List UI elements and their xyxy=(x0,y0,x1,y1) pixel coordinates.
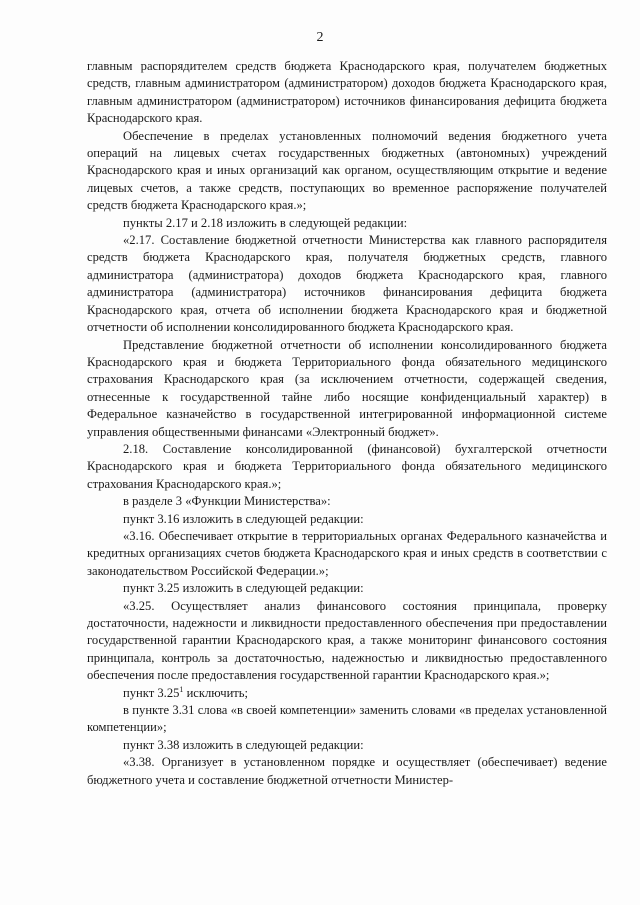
paragraph: «3.38. Организует в установленном порядке и осуществляет (обеспечивает) ведение бюджетного учета и составление бюджетной отчетности Министер- xyxy=(87,755,607,787)
paragraph: в разделе 3 «Функции Министерства»: xyxy=(123,494,331,509)
paragraph xyxy=(87,685,607,702)
paragraph-text: исключить; xyxy=(183,685,249,700)
paragraph: в пункте 3.31 слова «в своей компетенции» заменить словами «в пределах установленной компетенции»; xyxy=(87,703,607,735)
paragraph: пункт 3.16 изложить в следующей редакции: xyxy=(123,511,364,526)
paragraph: Обеспечение в пределах установленных полномочий ведения бюджетного учета операций на лицевых счетах государственных бюджетных (автономных) учреждений Краснодарского края и иных организаций как органом, осуществляющим открытие и ведение лицевых счетов, а также средств, поступающих во временное распоряжение получателей средств бюджета Краснодарского края.»; xyxy=(87,128,607,213)
paragraph: Представление бюджетной отчетности об исполнении консолидированного бюджета Краснодарского края и бюджета Территориального фонда обязательного медицинского страхования Краснодарского края (за исключением отчетности, содержащей сведения, отнесенные к государственной тайне либо носящие конфиденциальный характер) в Федеральное казначейство в государственной интегрированной информационной системе управления общественными финансами «Электронный бюджет». xyxy=(87,337,607,439)
paragraph: «3.25. Осуществляет анализ финансового состояния принципала, проверку достаточности, надежности и ликвидности предоставленного обеспечения при предоставлении государственной гарантии Краснодарского края, а также мониторинг финансового состояния принципала, контроль за достаточностью, надежностью и ликвидностью предоставленного обеспечения после предоставления государственной гарантии Краснодарского края.»; xyxy=(87,598,607,683)
paragraph: пункт 3.38 изложить в следующей редакции: xyxy=(123,737,364,752)
superscript: 1 xyxy=(179,684,184,694)
paragraph: 2.18. Составление консолидированной (финансовой) бухгалтерской отчетности Краснодарского края и бюджета Территориального фонда обязательного медицинского страхования Краснодарского края.»; xyxy=(87,441,607,491)
paragraph: «2.17. Составление бюджетной отчетности Министерства как главного распорядителя средств бюджета Краснодарского края, получателя бюджетных средств, главного администратора (администратора) доходов бюджета Краснодарского края, главного администратора (администратора) источников финансирования дефицита бюджета Краснодарского края, отчета об исполнении бюджета Краснодарского края и бюджетной отчетности об исполнении консолидированного бюджета Краснодарского края. xyxy=(87,233,607,335)
paragraph: пункты 2.17 и 2.18 изложить в следующей редакции: xyxy=(123,215,408,230)
document-body xyxy=(87,58,607,789)
page-number: 2 xyxy=(316,30,324,45)
paragraph: «3.16. Обеспечивает открытие в территориальных органах Федерального казначейства и кредитных организациях счетов бюджета Краснодарского края и иных средств в соответствии с законодательством Российской Федерации.»; xyxy=(87,528,607,578)
paragraph: главным распорядителем средств бюджета Краснодарского края, получателем бюджетных средств, главным администратором (администратором) доходов бюджета Краснодарского края, главным администратором (администратором) источников финансирования дефицита бюджета Краснодарского края. xyxy=(87,59,607,126)
paragraph: пункт 3.25 изложить в следующей редакции: xyxy=(123,581,364,596)
paragraph-text: пункт 3.25 xyxy=(123,685,180,700)
